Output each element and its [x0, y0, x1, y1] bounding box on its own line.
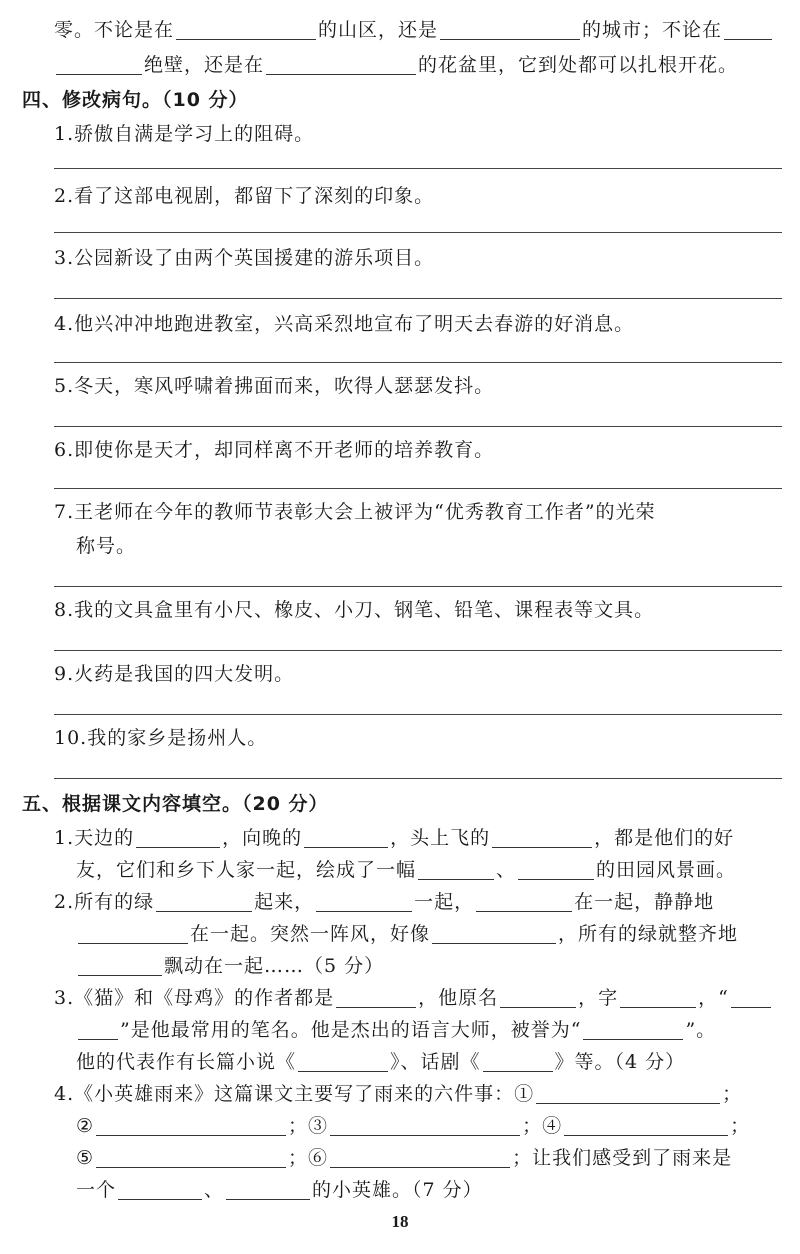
- intro-line-1: [0, 12, 800, 48]
- fill-blank[interactable]: [304, 825, 388, 848]
- sentence-7: 7.王老师在今年的教师节表彰大会上被评为“优秀教育工作者”的光荣: [54, 501, 656, 523]
- fill-blank[interactable]: [266, 52, 416, 75]
- q3-text: 》、话剧《: [390, 1051, 481, 1073]
- fill-blank[interactable]: [483, 1049, 553, 1072]
- fill-blank[interactable]: [432, 921, 556, 944]
- q1-text: 友，它们和乡下人家一起，绘成了一幅: [76, 859, 417, 881]
- q2-text: 起来，: [254, 891, 315, 913]
- q3-text: 》等。（4 分）: [554, 1051, 686, 1073]
- answer-line-7[interactable]: [54, 586, 782, 587]
- answer-line-2[interactable]: [54, 232, 782, 233]
- fill-blank[interactable]: [96, 1145, 286, 1168]
- q3-text: ，他原名: [418, 987, 499, 1009]
- section-4-title: 四、修改病句。（10 分）: [22, 89, 249, 111]
- q1-text: 、: [496, 859, 517, 881]
- answer-line-9[interactable]: [54, 714, 782, 715]
- q4-line-4: [0, 1172, 800, 1208]
- q4-text: 、: [204, 1179, 225, 1201]
- fill-blank[interactable]: [156, 889, 252, 912]
- q4-text: ；⑥: [288, 1147, 329, 1169]
- q4-line-2: [0, 1108, 800, 1144]
- q3-text: ”是他最常用的笔名。他是杰出的语言大师，被誉为“: [120, 1019, 582, 1041]
- q4-line-1: [0, 1076, 800, 1112]
- answer-line-8[interactable]: [54, 650, 782, 651]
- answer-line-4[interactable]: [54, 362, 782, 363]
- q4-text: 一个: [76, 1179, 117, 1201]
- q4-text: 的小英雄。（7 分）: [312, 1179, 483, 1201]
- fill-blank[interactable]: [78, 953, 162, 976]
- q4-text: ⑤: [76, 1147, 95, 1169]
- fill-blank[interactable]: [176, 17, 316, 40]
- fill-blank[interactable]: [731, 985, 771, 1008]
- sentence-4: 4.他兴冲冲地跑进教室，兴高采烈地宣布了明天去春游的好消息。: [54, 313, 635, 335]
- fill-blank[interactable]: [56, 52, 142, 75]
- q4-line-3: [0, 1140, 800, 1176]
- intro-text: 零。不论是在: [54, 19, 175, 41]
- q3-line-2: [0, 1012, 800, 1048]
- intro-text: 的山区，还是: [318, 19, 439, 41]
- fill-blank[interactable]: [330, 1113, 520, 1136]
- q3-line-1: [0, 980, 800, 1016]
- q2-text: 2.所有的绿: [54, 891, 155, 913]
- q2-line-1: [0, 884, 800, 920]
- intro-text: 绝壁，还是在: [144, 54, 265, 76]
- fill-blank[interactable]: [96, 1113, 286, 1136]
- fill-blank[interactable]: [518, 857, 594, 880]
- q2-text: 一起，: [414, 891, 475, 913]
- fill-blank[interactable]: [330, 1145, 510, 1168]
- answer-line-6[interactable]: [54, 488, 782, 489]
- fill-blank[interactable]: [118, 1177, 202, 1200]
- sentence-9: 9.火药是我国的四大发明。: [54, 663, 295, 685]
- sentence-5: 5.冬天，寒风呼啸着拂面而来，吹得人瑟瑟发抖。: [54, 375, 495, 397]
- fill-blank[interactable]: [226, 1177, 310, 1200]
- answer-line-1[interactable]: [54, 168, 782, 169]
- fill-blank[interactable]: [78, 1017, 118, 1040]
- q1-line-2: [0, 852, 800, 888]
- intro-text: 的花盆里，它到处都可以扎根开花。: [418, 54, 739, 76]
- sentence-3: 3.公园新设了由两个英国援建的游乐项目。: [54, 247, 435, 269]
- fill-blank[interactable]: [336, 985, 416, 1008]
- section-5-title: 五、根据课文内容填空。（20 分）: [22, 793, 329, 815]
- q2-line-3: [0, 948, 800, 984]
- q3-line-3: [0, 1044, 800, 1080]
- sentence-7-cont: 称号。: [76, 535, 137, 557]
- q4-text: ；: [722, 1083, 743, 1105]
- q2-text: 飘动在一起……（5 分）: [164, 955, 385, 977]
- sentence-10: 10.我的家乡是扬州人。: [54, 727, 268, 749]
- q1-text: 1.天边的: [54, 827, 135, 849]
- answer-line-3[interactable]: [54, 298, 782, 299]
- sentence-6: 6.即使你是天才，却同样离不开老师的培养教育。: [54, 439, 495, 461]
- q1-line-1: [0, 820, 800, 856]
- q2-text: 在一起，静静地: [574, 891, 715, 913]
- answer-line-10[interactable]: [54, 778, 782, 779]
- q3-text: 3.《猫》和《母鸡》的作者都是: [54, 987, 335, 1009]
- fill-blank[interactable]: [440, 17, 580, 40]
- q3-text: 他的代表作有长篇小说《: [76, 1051, 297, 1073]
- intro-text: 的城市；不论在: [582, 19, 723, 41]
- fill-blank[interactable]: [492, 825, 592, 848]
- q2-line-2: [0, 916, 800, 952]
- q1-text: 的田园风景画。: [596, 859, 737, 881]
- q1-text: ，头上飞的: [390, 827, 491, 849]
- fill-blank[interactable]: [620, 985, 696, 1008]
- fill-blank[interactable]: [564, 1113, 728, 1136]
- q3-text: ，“: [698, 987, 729, 1009]
- q3-text: ”。: [685, 1019, 717, 1041]
- q1-text: ，向晚的: [222, 827, 303, 849]
- fill-blank[interactable]: [136, 825, 220, 848]
- intro-line-2: [0, 47, 800, 83]
- sentence-1: 1.骄傲自满是学习上的阻碍。: [54, 123, 315, 145]
- fill-blank[interactable]: [418, 857, 494, 880]
- fill-blank[interactable]: [583, 1017, 683, 1040]
- sentence-2: 2.看了这部电视剧，都留下了深刻的印象。: [54, 185, 435, 207]
- fill-blank[interactable]: [536, 1081, 720, 1104]
- answer-line-5[interactable]: [54, 426, 782, 427]
- page-number: 18: [391, 1212, 409, 1231]
- q4-text: ；让我们感受到了雨来是: [512, 1147, 733, 1169]
- q3-text: ，字: [578, 987, 619, 1009]
- q1-text: ，都是他们的好: [594, 827, 735, 849]
- fill-blank[interactable]: [500, 985, 576, 1008]
- q4-text: ；③: [288, 1115, 329, 1137]
- sentence-8: 8.我的文具盒里有小尺、橡皮、小刀、钢笔、铅笔、课程表等文具。: [54, 599, 655, 621]
- q4-text: ②: [76, 1115, 95, 1137]
- q2-text: 在一起。突然一阵风，好像: [190, 923, 431, 945]
- q4-text: ；④: [522, 1115, 563, 1137]
- fill-blank[interactable]: [78, 921, 188, 944]
- fill-blank[interactable]: [724, 17, 772, 40]
- q2-text: ，所有的绿就整齐地: [558, 923, 739, 945]
- q4-text: ；: [730, 1115, 751, 1137]
- fill-blank[interactable]: [316, 889, 412, 912]
- fill-blank[interactable]: [476, 889, 572, 912]
- fill-blank[interactable]: [298, 1049, 388, 1072]
- q4-text: 4.《小英雄雨来》这篇课文主要写了雨来的六件事：①: [54, 1083, 535, 1105]
